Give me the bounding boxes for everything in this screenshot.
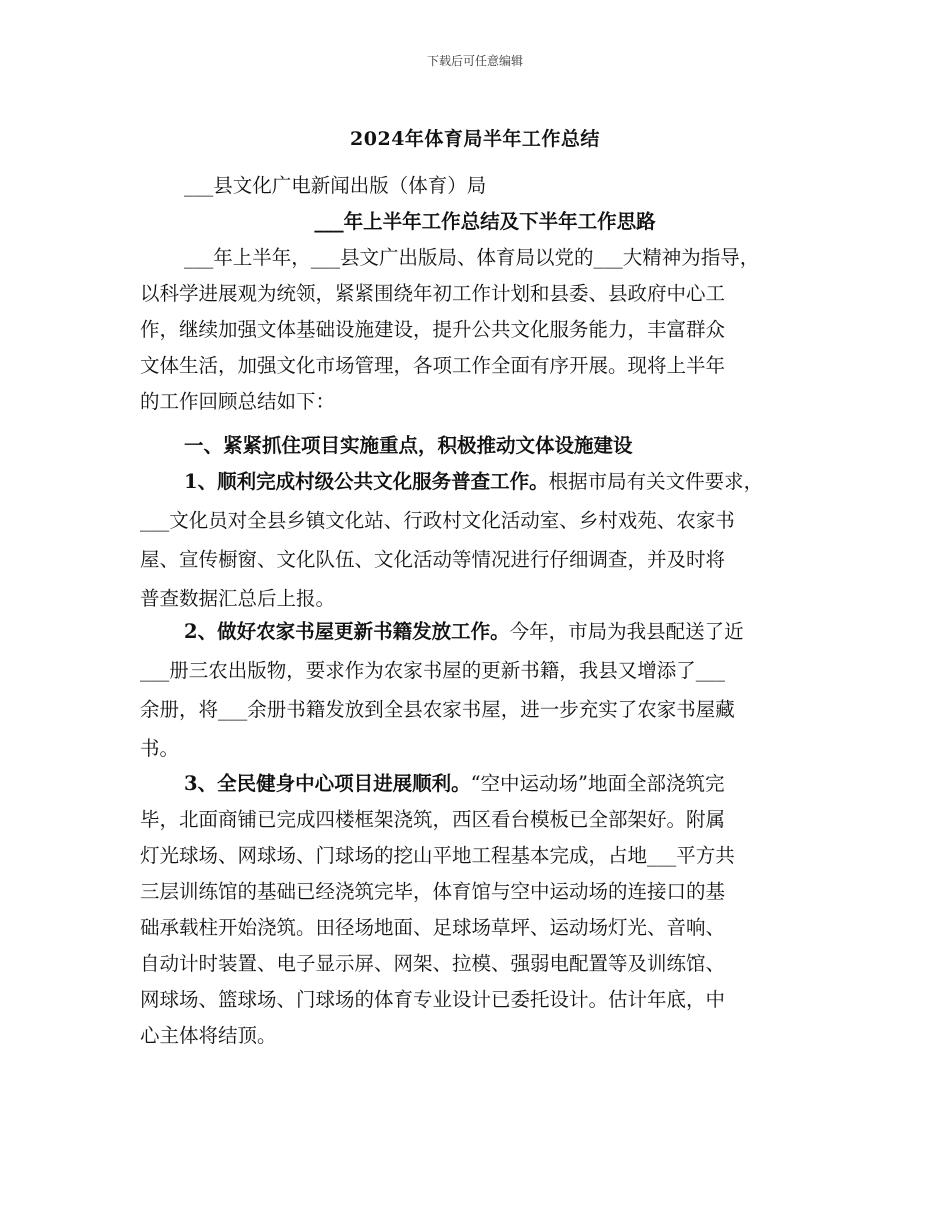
intro-line: 以科学进展观为统领，紧紧围绕年初工作计划和县委、县政府中心工 — [140, 282, 726, 305]
page-title: 2024年体育局半年工作总结 — [350, 128, 600, 150]
org-line: ___县文化广电新闻出版（体育）局 — [184, 174, 487, 197]
item1-line: 普查数据汇总后上报。 — [140, 587, 336, 610]
item1-line: 屋、宣传橱窗、文化队伍、文化活动等情况进行仔细调查，并及时将 — [140, 548, 726, 571]
item3-line: 灯光球场、网球场、门球场的挖山平地工程基本完成，占地___平方共 — [140, 844, 735, 867]
subtitle: ___年上半年工作总结及下半年工作思路 — [314, 210, 656, 233]
header-note: 下载后可任意编辑 — [426, 54, 523, 68]
section-heading: 一、紧紧抓住项目实施重点，积极推动文体设施建设 — [184, 434, 633, 457]
item3-heading: 3、全民健身中心项目进展顺利。 — [184, 772, 471, 795]
intro-line: 的工作回顾总结如下： — [140, 390, 336, 413]
item3-line: 自动计时装置、电子显示屏、网架、拉模、强弱电配置等及训练馆、 — [140, 952, 726, 975]
item2-line: 余册，将___余册书籍发放到全县农家书屋，进一步充实了农家书屋藏 — [140, 698, 735, 721]
item2-line: ___册三农出版物，要求作为农家书屋的更新书籍，我县又增添了___ — [140, 659, 726, 682]
item2-heading: 2、做好农家书屋更新书籍发放工作。 — [184, 620, 510, 643]
item3-line: 网球场、篮球场、门球场的体育专业设计已委托设计。估计年底，中 — [140, 988, 726, 1011]
item3-line: 毕，北面商铺已完成四楼框架浇筑，西区看台模板已全部架好。附属 — [140, 808, 726, 831]
item3-first-line — [140, 766, 874, 802]
item2-first-line — [140, 614, 874, 650]
item3-line: 础承载柱开始浇筑。田径场地面、足球场草坪、运动场灯光、音响、 — [140, 916, 726, 939]
item1-heading: 1、顺利完成村级公共文化服务普查工作。 — [184, 470, 549, 493]
item2-first-rest: 今年，市局为我县配送了近 — [509, 620, 744, 643]
item1-first-line — [140, 464, 874, 500]
intro-line: 文体生活，加强文化市场管理，各项工作全面有序开展。现将上半年 — [140, 354, 726, 377]
intro-line: 作，继续加强文体基础设施建设，提升公共文化服务能力，丰富群众 — [140, 318, 726, 341]
item3-line: 心主体将结顶。 — [140, 1024, 277, 1047]
intro-line: ___年上半年，___县文广出版局、体育局以党的___大精神为指导， — [184, 246, 760, 269]
item1-first-rest: 根据市局有关文件要求， — [548, 470, 764, 493]
item3-first-rest: “空中运动场”地面全部浇筑完 — [470, 772, 725, 795]
item3-line: 三层训练馆的基础已经浇筑完毕，体育馆与空中运动场的连接口的基 — [140, 880, 726, 903]
item1-line: ___文化员对全县乡镇文化站、行政村文化活动室、乡村戏苑、农家书 — [140, 509, 735, 532]
item2-line: 书。 — [140, 737, 180, 760]
